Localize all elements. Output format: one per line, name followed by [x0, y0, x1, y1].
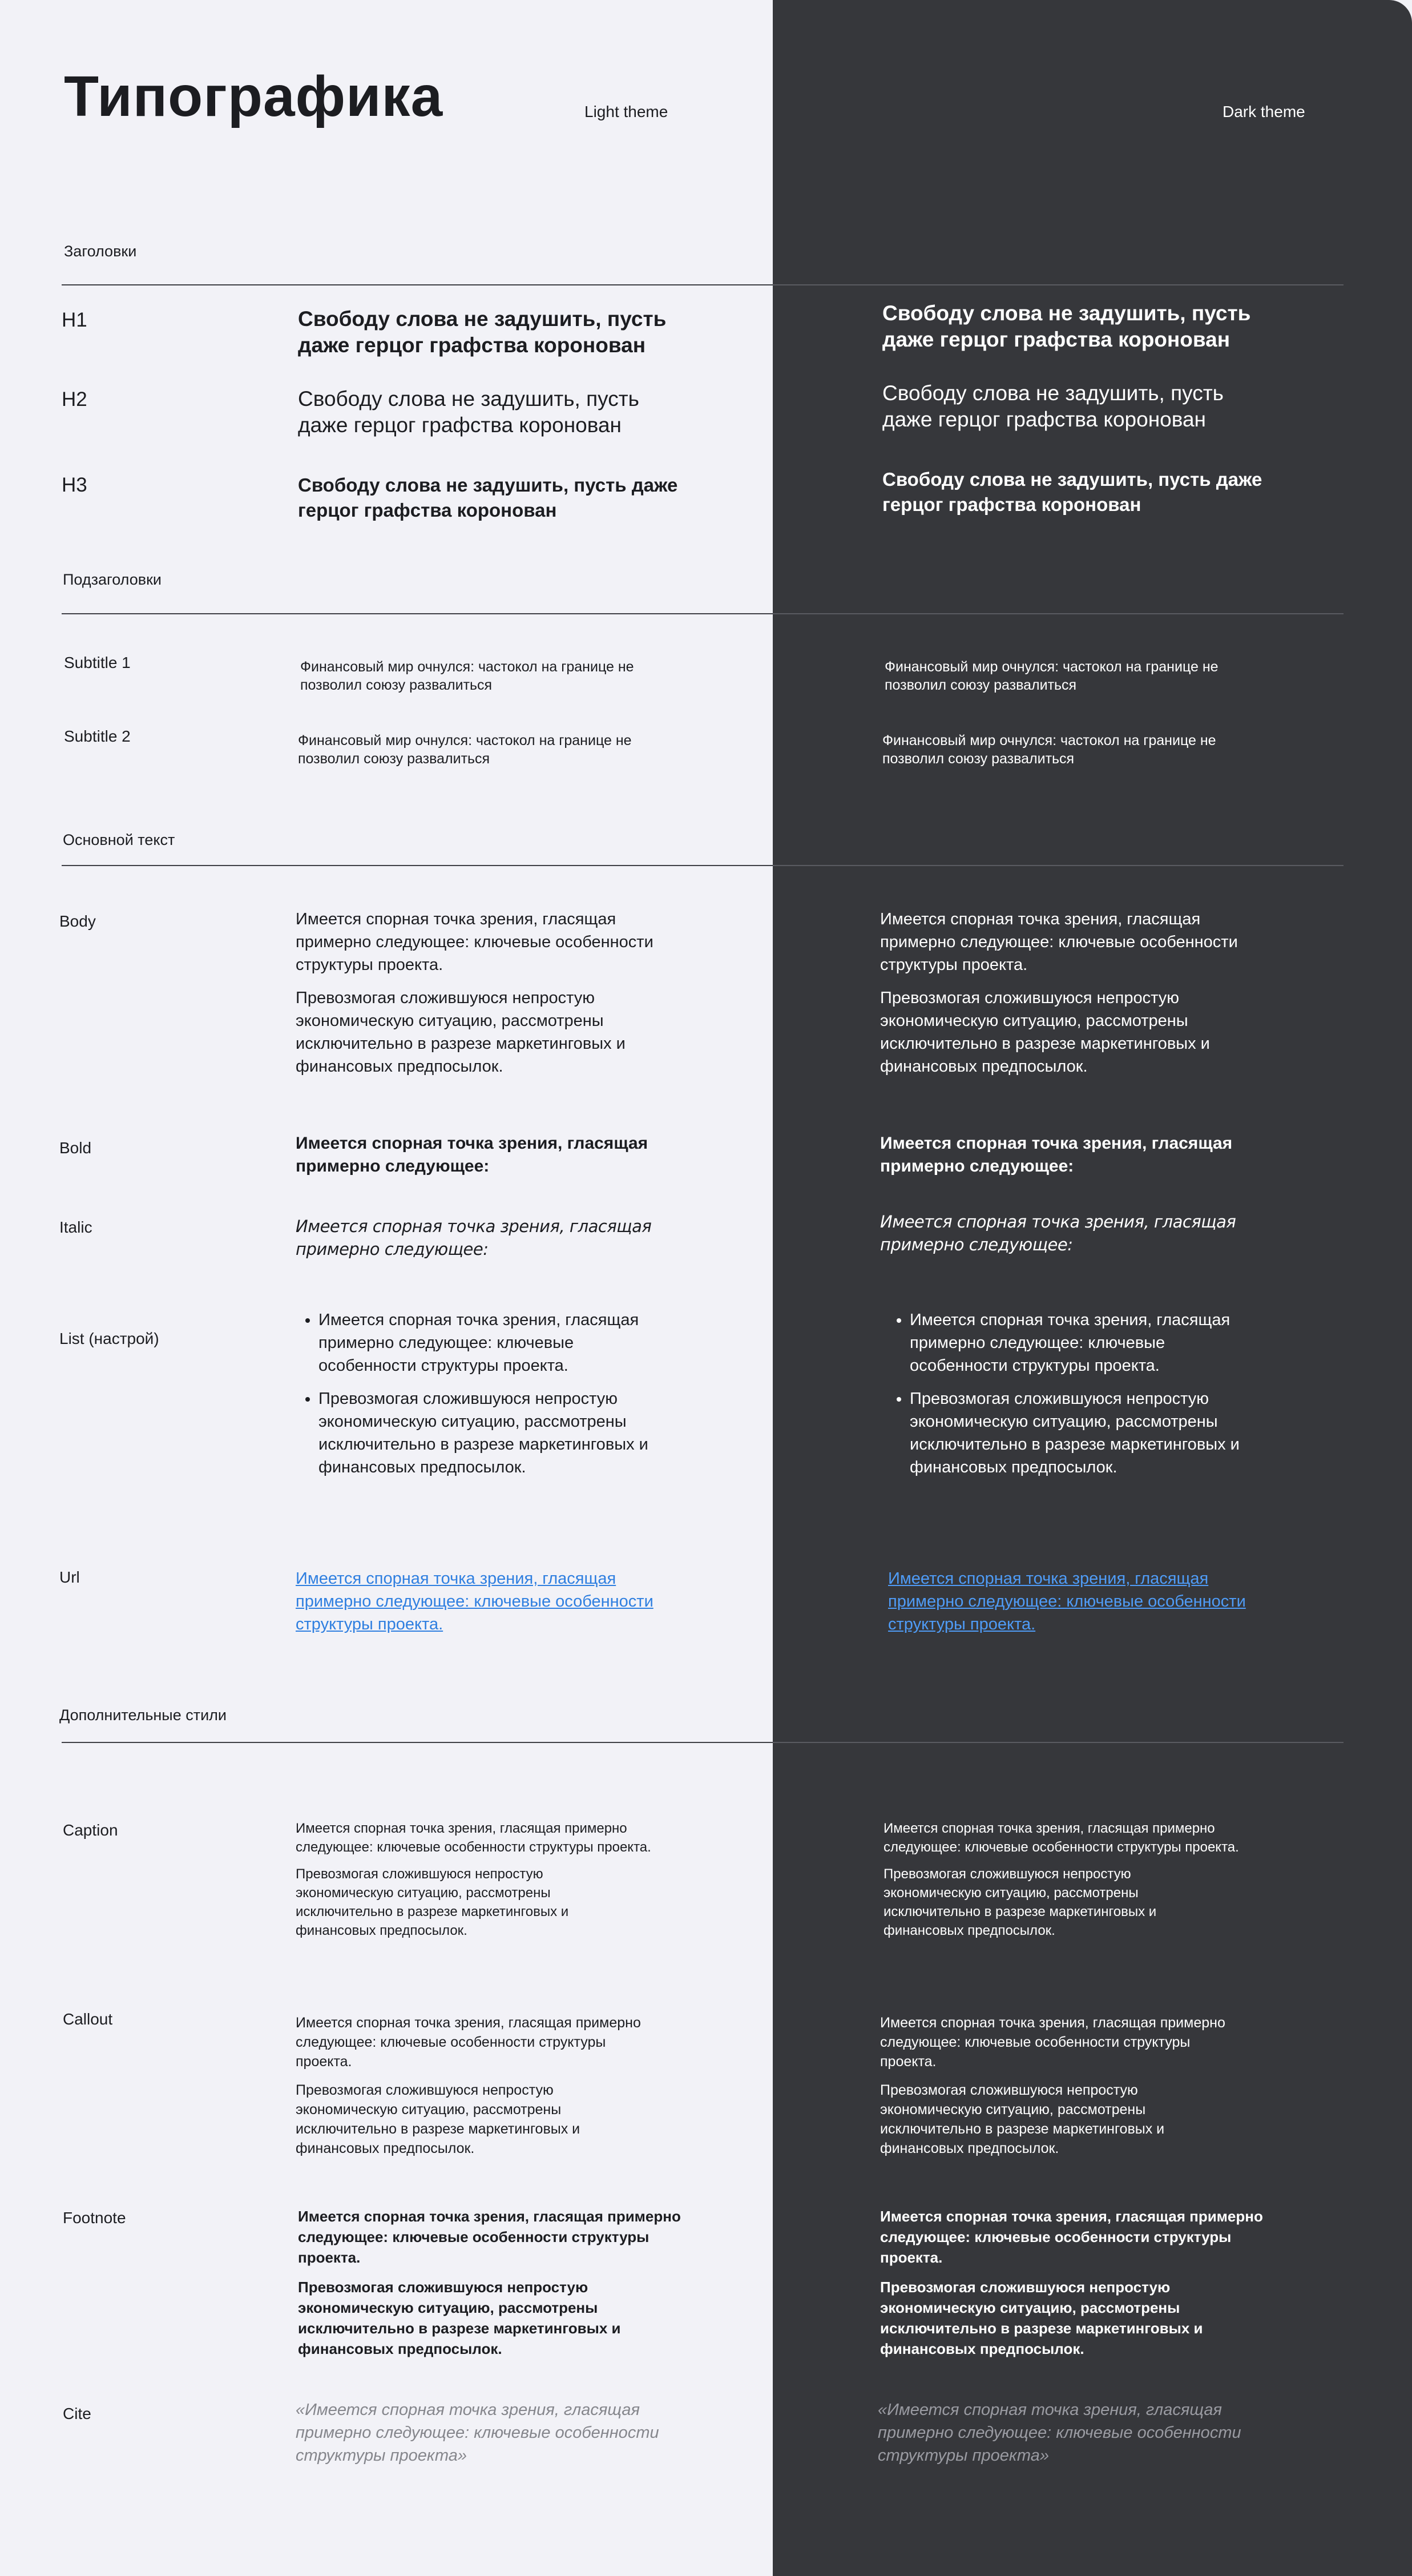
section-divider — [62, 865, 773, 866]
caption-paragraph: Превозмогая сложившуюся непростую экономическую ситуацию, рассмотрены исключительно в разрезе маркетинговых и финансовых предпосылок. — [883, 1866, 1157, 1938]
callout-sample-light — [296, 2013, 661, 2167]
caption-sample-light — [296, 1819, 672, 1948]
dark-theme-label: Dark theme — [1223, 103, 1305, 120]
list-item: • Превозмогая сложившуюся непростую экономическую ситуацию, рассмотрены исключительно в разрезе маркетинговых и финансовых предпосылок. — [318, 1387, 672, 1479]
callout-paragraph: Имеется спорная точка зрения, гласящая примерно следующее: ключевые особенности структуры проекта. — [296, 2015, 641, 2070]
list-sample-dark — [887, 1309, 1264, 1489]
body-paragraph: Имеется спорная точка зрения, гласящая примерно следующее: ключевые особенности структуры проекта. — [880, 910, 1238, 974]
italic-sample-light: Имеется спорная точка зрения, гласящая примерно следующее: — [296, 1217, 652, 1259]
label-cite: Cite — [63, 2405, 91, 2422]
h3-sample-dark: Свободу слова не задушить, пусть даже герцог графства коронован — [882, 469, 1262, 515]
body-paragraph: Имеется спорная точка зрения, гласящая примерно следующее: ключевые особенности структуры проекта. — [296, 910, 653, 974]
footnote-sample-light — [298, 2206, 686, 2368]
callout-paragraph: Имеется спорная точка зрения, гласящая примерно следующее: ключевые особенности структуры проекта. — [880, 2015, 1225, 2070]
body-sample-dark — [880, 908, 1268, 1088]
list-sample-light — [296, 1309, 672, 1489]
section-divider — [773, 1742, 1344, 1743]
h2-sample-light: Свободу слова не задушить, пусть даже герцог графства коронован — [298, 387, 639, 437]
label-h3: H3 — [62, 474, 87, 496]
h2-sample-dark: Свободу слова не задушить, пусть даже герцог графства коронован — [882, 381, 1224, 431]
light-theme-label: Light theme — [584, 103, 668, 120]
caption-paragraph: Имеется спорная точка зрения, гласящая примерно следующее: ключевые особенности структуры проекта. — [883, 1821, 1239, 1855]
list-item: • Имеется спорная точка зрения, гласящая примерно следующее: ключевые особенности структуры проекта. — [318, 1309, 672, 1377]
url-sample-light[interactable]: Имеется спорная точка зрения, гласящая примерно следующее: ключевые особенности структуры проекта. — [296, 1569, 653, 1633]
cite-sample-dark: «Имеется спорная точка зрения, гласящая примерно следующее: ключевые особенности структуры проекта» — [878, 2401, 1241, 2465]
footnote-paragraph: Имеется спорная точка зрения, гласящая примерно следующее: ключевые особенности структуры проекта. — [880, 2208, 1263, 2266]
section-body-label: Основной текст — [63, 831, 175, 848]
url-sample-dark[interactable]: Имеется спорная точка зрения, гласящая примерно следующее: ключевые особенности структуры проекта. — [888, 1569, 1246, 1633]
section-divider — [773, 613, 1344, 614]
section-divider — [773, 284, 1344, 285]
h1-sample-light: Свободу слова не задушить, пусть даже герцог графства коронован — [298, 307, 667, 357]
caption-paragraph: Превозмогая сложившуюся непростую экономическую ситуацию, рассмотрены исключительно в разрезе маркетинговых и финансовых предпосылок. — [296, 1866, 569, 1938]
footnote-sample-dark — [880, 2206, 1268, 2368]
section-headings-label: Заголовки — [64, 243, 137, 260]
h1-sample-dark: Свободу слова не задушить, пусть даже герцог графства коронован — [882, 301, 1251, 351]
section-divider — [773, 865, 1344, 866]
label-bold: Bold — [59, 1139, 92, 1157]
footnote-paragraph: Имеется спорная точка зрения, гласящая примерно следующее: ключевые особенности структуры проекта. — [298, 2208, 681, 2266]
label-h2: H2 — [62, 388, 87, 410]
subtitle2-sample-dark: Финансовый мир очнулся: частокол на границе не позволил союзу развалиться — [882, 732, 1216, 767]
label-list: List (настрой) — [59, 1330, 159, 1347]
cite-sample-light: «Имеется спорная точка зрения, гласящая примерно следующее: ключевые особенности структуры проекта» — [296, 2401, 659, 2465]
list-item: • Превозмогая сложившуюся непростую экономическую ситуацию, рассмотрены исключительно в разрезе маркетинговых и финансовых предпосылок. — [910, 1387, 1264, 1479]
section-divider — [62, 284, 773, 285]
label-body: Body — [59, 912, 96, 930]
h3-sample-light: Свободу слова не задушить, пусть даже герцог графства коронован — [298, 474, 678, 521]
footnote-paragraph: Превозмогая сложившуюся непростую экономическую ситуацию, рассмотрены исключительно в разрезе маркетинговых и финансовых предпосылок. — [880, 2279, 1203, 2357]
label-footnote: Footnote — [63, 2209, 126, 2227]
bold-sample-light: Имеется спорная точка зрения, гласящая примерно следующее: — [296, 1134, 648, 1176]
list-item: • Имеется спорная точка зрения, гласящая примерно следующее: ключевые особенности структуры проекта. — [910, 1309, 1264, 1377]
label-italic: Italic — [59, 1218, 92, 1236]
callout-paragraph: Превозмогая сложившуюся непростую экономическую ситуацию, рассмотрены исключительно в разрезе маркетинговых и финансовых предпосылок. — [296, 2082, 580, 2156]
label-url: Url — [59, 1568, 80, 1586]
section-extra-label: Дополнительные стили — [59, 1706, 227, 1724]
callout-sample-dark — [880, 2013, 1245, 2167]
section-divider — [62, 1742, 773, 1743]
label-callout: Callout — [63, 2010, 113, 2028]
page-title: Типографика — [64, 65, 443, 128]
caption-sample-dark — [883, 1819, 1260, 1948]
label-h1: H1 — [62, 309, 87, 331]
body-sample-light — [296, 908, 684, 1088]
subtitle1-sample-dark: Финансовый мир очнулся: частокол на границе не позволил союзу развалиться — [885, 659, 1219, 693]
label-subtitle1: Subtitle 1 — [64, 654, 131, 671]
italic-sample-dark: Имеется спорная точка зрения, гласящая примерно следующее: — [880, 1212, 1236, 1254]
label-caption: Caption — [63, 1821, 118, 1839]
subtitle2-sample-light: Финансовый мир очнулся: частокол на границе не позволил союзу развалиться — [298, 732, 632, 767]
bold-sample-dark: Имеется спорная точка зрения, гласящая примерно следующее: — [880, 1134, 1233, 1176]
caption-paragraph: Имеется спорная точка зрения, гласящая примерно следующее: ключевые особенности структуры проекта. — [296, 1821, 651, 1855]
subtitle1-sample-light: Финансовый мир очнулся: частокол на границе не позволил союзу развалиться — [300, 659, 634, 693]
body-paragraph: Превозмогая сложившуюся непростую экономическую ситуацию, рассмотрены исключительно в разрезе маркетинговых и финансовых предпосылок. — [296, 989, 626, 1076]
callout-paragraph: Превозмогая сложившуюся непростую экономическую ситуацию, рассмотрены исключительно в разрезе маркетинговых и финансовых предпосылок. — [880, 2082, 1165, 2156]
body-paragraph: Превозмогая сложившуюся непростую экономическую ситуацию, рассмотрены исключительно в разрезе маркетинговых и финансовых предпосылок. — [880, 989, 1210, 1076]
label-subtitle2: Subtitle 2 — [64, 727, 131, 745]
footnote-paragraph: Превозмогая сложившуюся непростую экономическую ситуацию, рассмотрены исключительно в разрезе маркетинговых и финансовых предпосылок. — [298, 2279, 621, 2357]
section-divider — [62, 613, 773, 614]
section-subheadings-label: Подзаголовки — [63, 571, 162, 588]
